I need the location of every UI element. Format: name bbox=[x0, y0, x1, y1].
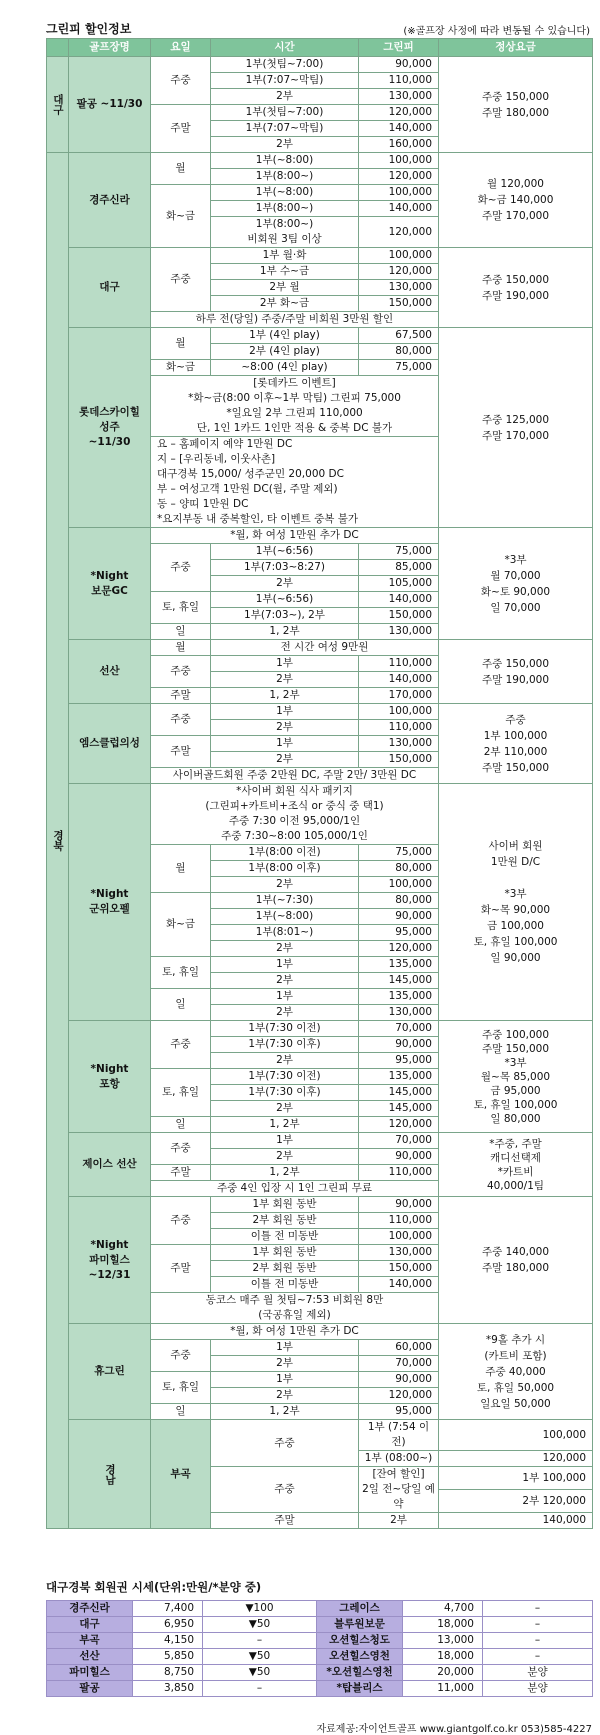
membership-price: 4,150 bbox=[133, 1633, 203, 1649]
table-row bbox=[47, 704, 593, 720]
membership-change: ▼50 bbox=[203, 1649, 317, 1665]
day-cell: 토, 휴일 bbox=[151, 1069, 211, 1117]
time-cell: 1, 2부 bbox=[211, 624, 359, 640]
time-cell: ~8:00 (4인 play) bbox=[211, 360, 359, 376]
membership-name: 블루원보문 bbox=[317, 1617, 403, 1633]
fee-cell: 140,000 bbox=[359, 121, 439, 137]
time-cell: 2부 bbox=[211, 720, 359, 736]
course-daegu: 대구 bbox=[69, 248, 151, 328]
table-row bbox=[47, 1021, 593, 1037]
time-cell: 1, 2부 bbox=[211, 1165, 359, 1181]
membership-name: 선산 bbox=[47, 1649, 133, 1665]
membership-name: *오션힐스영천 bbox=[317, 1665, 403, 1681]
day-cell: 화~금 bbox=[151, 360, 211, 376]
course-ems: 엠스클럽의성 bbox=[69, 704, 151, 784]
time-cell: 2부 bbox=[211, 1388, 359, 1404]
fee-cell: 140,000 bbox=[359, 1277, 439, 1293]
membership-name: 대구 bbox=[47, 1617, 133, 1633]
fee-cell: 95,000 bbox=[359, 925, 439, 941]
membership-price: 7,400 bbox=[133, 1601, 203, 1617]
fee-cell: 100,000 bbox=[359, 704, 439, 720]
day-cell: 주중 bbox=[151, 1340, 211, 1372]
day-cell: 주말 bbox=[211, 1513, 359, 1529]
time-cell: 1부 bbox=[211, 957, 359, 973]
time-cell: 1부 (4인 play) bbox=[211, 328, 359, 344]
disclaimer-note: (※골프장 사정에 따라 변동될 수 있습니다) bbox=[403, 26, 590, 37]
course-family: *Night 파미힐스 ~12/31 bbox=[69, 1197, 151, 1324]
time-cell: 1부(첫팀~7:00) bbox=[211, 57, 359, 73]
table-row bbox=[47, 1324, 593, 1340]
fee-cell: 100,000 bbox=[359, 877, 439, 893]
membership-price: 8,750 bbox=[133, 1665, 203, 1681]
membership-row bbox=[47, 1665, 593, 1681]
day-cell: 주중 bbox=[211, 1467, 359, 1513]
time-cell: 1부 월·화 bbox=[211, 248, 359, 264]
time-cell: 1부 회원 동반 bbox=[211, 1197, 359, 1213]
normal-fee-cell: 주중 150,000 주말 190,000 bbox=[439, 248, 593, 328]
fee-cell: 70,000 bbox=[359, 1021, 439, 1037]
time-cell: 1부(7:03~8:27) bbox=[211, 560, 359, 576]
membership-price: 18,000 bbox=[403, 1649, 483, 1665]
membership-price: 3,850 bbox=[133, 1681, 203, 1697]
fee-cell: 110,000 bbox=[359, 1213, 439, 1229]
notice-cell: *월, 화 여성 1만원 추가 DC bbox=[151, 1324, 439, 1340]
time-cell: 2부 bbox=[211, 941, 359, 957]
normal-fee-cell: *9홀 추가 시 (카트비 포함) 주중 40,000 토, 휴일 50,000 일요일 50,000 bbox=[439, 1324, 593, 1420]
fee-cell: 75,000 bbox=[359, 360, 439, 376]
fee-cell: 85,000 bbox=[359, 560, 439, 576]
time-cell: 이틀 전 미동반 bbox=[211, 1229, 359, 1245]
time-cell: 2부 bbox=[211, 672, 359, 688]
time-cell: 2부 (4인 play) bbox=[211, 344, 359, 360]
table-row bbox=[47, 57, 593, 73]
table-row bbox=[47, 328, 593, 344]
time-cell: 2부 bbox=[211, 752, 359, 768]
fee-cell: 135,000 bbox=[359, 989, 439, 1005]
day-cell: 토, 휴일 bbox=[151, 1372, 211, 1404]
time-cell: 1, 2부 bbox=[211, 1404, 359, 1420]
day-cell: 주중 bbox=[151, 1133, 211, 1165]
day-cell: 주중 bbox=[151, 57, 211, 105]
time-cell: 1부(7:30 이후) bbox=[211, 1037, 359, 1053]
normal-fee-cell: *주중, 주말 캐디선택제 *카트비 40,000/1팀 bbox=[439, 1133, 593, 1197]
time-cell: 1부 수~금 bbox=[211, 264, 359, 280]
day-cell: 일 bbox=[151, 624, 211, 640]
day-cell: 주말 bbox=[151, 736, 211, 768]
time-cell: 1부(7:30 이후) bbox=[211, 1085, 359, 1101]
time-cell: 1부(7:07~막팀) bbox=[211, 121, 359, 137]
membership-change: – bbox=[483, 1633, 593, 1649]
normal-fee-cell: 주중 150,000 주말 180,000 bbox=[439, 57, 593, 153]
course-seonsan: 선산 bbox=[69, 640, 151, 704]
header-time: 시간 bbox=[211, 39, 359, 57]
notice-cell: 주중 4인 입장 시 1인 그린피 무료 bbox=[151, 1181, 439, 1197]
fee-cell: 110,000 bbox=[359, 720, 439, 736]
day-cell: 일 bbox=[151, 1404, 211, 1420]
fee-cell: 150,000 bbox=[359, 296, 439, 312]
membership-change: – bbox=[483, 1601, 593, 1617]
fee-cell: 135,000 bbox=[359, 1069, 439, 1085]
day-cell: 주말 bbox=[151, 105, 211, 153]
green-fee-table bbox=[46, 38, 593, 1529]
fee-cell: 75,000 bbox=[359, 544, 439, 560]
fee-cell: 90,000 bbox=[359, 57, 439, 73]
time-cell: 1부(7:03~), 2부 bbox=[211, 608, 359, 624]
time-cell: 1부(~7:30) bbox=[211, 893, 359, 909]
day-cell: 토, 휴일 bbox=[151, 592, 211, 624]
course-bugok: 부곡 bbox=[151, 1420, 211, 1529]
fee-cell: 90,000 bbox=[359, 909, 439, 925]
time-cell: 2부 bbox=[211, 137, 359, 153]
membership-name: 파미힐스 bbox=[47, 1665, 133, 1681]
time-cell: 이틀 전 미동반 bbox=[211, 1277, 359, 1293]
time-cell: 2부 bbox=[211, 1005, 359, 1021]
fee-cell: 90,000 bbox=[359, 1197, 439, 1213]
normal-fee-cell: 주중 150,000 주말 190,000 bbox=[439, 640, 593, 704]
time-cell: 1부(8:00~) bbox=[211, 169, 359, 185]
fee-cell: 110,000 bbox=[359, 1165, 439, 1181]
fee-cell: 100,000 bbox=[359, 248, 439, 264]
fee-cell: 140,000 bbox=[359, 672, 439, 688]
time-cell: 2부 bbox=[211, 89, 359, 105]
table-row bbox=[47, 1133, 593, 1149]
fee-cell: 140,000 bbox=[359, 201, 439, 217]
time-cell: 1부 bbox=[211, 1340, 359, 1356]
fee-cell: 145,000 bbox=[359, 973, 439, 989]
time-cell: 1부 bbox=[211, 656, 359, 672]
time-cell: 1부(8:00~) bbox=[211, 201, 359, 217]
time-cell: 2부 회원 동반 bbox=[211, 1213, 359, 1229]
time-cell: 1부 bbox=[211, 736, 359, 752]
fee-cell: 145,000 bbox=[359, 1101, 439, 1117]
membership-change: – bbox=[483, 1649, 593, 1665]
page-title: 그린피 할인정보 bbox=[46, 22, 132, 36]
table-row bbox=[47, 248, 593, 264]
fee-cell: 70,000 bbox=[359, 1133, 439, 1149]
fee-cell: 110,000 bbox=[359, 73, 439, 89]
membership-change: – bbox=[203, 1681, 317, 1697]
day-cell: 화~금 bbox=[151, 185, 211, 248]
day-cell: 토, 휴일 bbox=[151, 957, 211, 989]
time-cell: 2부 bbox=[211, 1149, 359, 1165]
day-cell: 주말 bbox=[151, 1165, 211, 1181]
normal-fee-cell: 주중 100,000 주말 150,000 *3부 월~목 85,000 금 95,000 토, 휴일 100,000 일 80,000 bbox=[439, 1021, 593, 1133]
time-cell: 1부(8:01~) bbox=[211, 925, 359, 941]
time-cell: 1부(7:30 이전) bbox=[211, 1069, 359, 1085]
membership-change: ▼100 bbox=[203, 1601, 317, 1617]
course-palgong: 팔공 ~11/30 bbox=[69, 57, 151, 153]
fee-cell: 100,000 bbox=[359, 1229, 439, 1245]
fee-cell: 160,000 bbox=[359, 137, 439, 153]
fee-cell: 120,000 bbox=[359, 264, 439, 280]
time-cell: 1부(~6:56) bbox=[211, 592, 359, 608]
day-cell: 주중 bbox=[151, 1021, 211, 1069]
time-cell: 2부 bbox=[211, 973, 359, 989]
normal-fee-cell: 주중 125,000 주말 170,000 bbox=[439, 328, 593, 528]
membership-price: 20,000 bbox=[403, 1665, 483, 1681]
time-cell: 1부(7:30 이전) bbox=[211, 1021, 359, 1037]
membership-row bbox=[47, 1617, 593, 1633]
time-cell: 2부 bbox=[211, 877, 359, 893]
time-cell: 1부 bbox=[211, 1372, 359, 1388]
normal-fee-cell: *3부 월 70,000 화~토 90,000 일 70,000 bbox=[439, 528, 593, 640]
time-cell: 2부 bbox=[211, 1356, 359, 1372]
membership-name: 팔공 bbox=[47, 1681, 133, 1697]
course-gunwi: *Night 군위오펠 bbox=[69, 784, 151, 1021]
membership-name: 오션힐스청도 bbox=[317, 1633, 403, 1649]
time-cell: 2부 bbox=[359, 1513, 439, 1529]
day-cell: 월 bbox=[151, 640, 211, 656]
course-jeis: 제이스 선산 bbox=[69, 1133, 151, 1197]
membership-price: 6,950 bbox=[133, 1617, 203, 1633]
fee-cell: 1부 100,000 bbox=[439, 1467, 593, 1490]
time-cell: 1부(~8:00) bbox=[211, 909, 359, 925]
course-gyeongju: 경주신라 bbox=[69, 153, 151, 248]
membership-name: 부곡 bbox=[47, 1633, 133, 1649]
fee-cell: 130,000 bbox=[359, 1245, 439, 1261]
fee-cell: 80,000 bbox=[359, 861, 439, 877]
time-cell: 1, 2부 bbox=[211, 1117, 359, 1133]
fee-cell: 80,000 bbox=[359, 893, 439, 909]
day-cell: 월 bbox=[151, 153, 211, 185]
region-daegu: 대구 bbox=[47, 57, 69, 153]
day-cell: 주말 bbox=[151, 1245, 211, 1293]
time-cell: 1부(8:00 이후) bbox=[211, 861, 359, 877]
day-cell: 월 bbox=[151, 845, 211, 893]
header-normal: 정상요금 bbox=[439, 39, 593, 57]
fee-cell: 60,000 bbox=[359, 1340, 439, 1356]
membership-name: *탑블리스 bbox=[317, 1681, 403, 1697]
day-cell: 주중 bbox=[151, 704, 211, 736]
fee-cell: 130,000 bbox=[359, 736, 439, 752]
time-cell: 1부 bbox=[211, 704, 359, 720]
membership-change: – bbox=[203, 1633, 317, 1649]
membership-change: 분양 bbox=[483, 1681, 593, 1697]
fee-cell: 120,000 bbox=[359, 1388, 439, 1404]
fee-cell: 170,000 bbox=[359, 688, 439, 704]
table-row bbox=[47, 1197, 593, 1213]
time-cell: 1부 (7:54 이전) bbox=[359, 1420, 439, 1451]
fee-cell: 120,000 bbox=[359, 105, 439, 121]
fee-cell: 70,000 bbox=[359, 1356, 439, 1372]
notice-cell: 전 시간 여성 9만원 bbox=[211, 640, 439, 656]
fee-cell: 95,000 bbox=[359, 1404, 439, 1420]
time-cell: 1부(7:07~막팀) bbox=[211, 73, 359, 89]
fee-cell: 130,000 bbox=[359, 624, 439, 640]
day-cell: 월 bbox=[151, 328, 211, 360]
time-cell: 1부 회원 동반 bbox=[211, 1245, 359, 1261]
fee-cell: 150,000 bbox=[359, 752, 439, 768]
fee-cell: 130,000 bbox=[359, 89, 439, 105]
header-day: 요일 bbox=[151, 39, 211, 57]
membership-name: 오션힐스영천 bbox=[317, 1649, 403, 1665]
time-cell: 2부 화~금 bbox=[211, 296, 359, 312]
membership-table bbox=[46, 1600, 593, 1697]
membership-price: 11,000 bbox=[403, 1681, 483, 1697]
table-row bbox=[47, 528, 593, 544]
package-cell: *사이버 회원 식사 패키지 (그린피+카트비+조식 or 중식 중 택1) 주중 7:30 이전 95,000/1인 주중 7:30~8:00 105,000/1인 bbox=[151, 784, 439, 845]
time-cell: 2부 bbox=[211, 576, 359, 592]
fee-cell: 90,000 bbox=[359, 1149, 439, 1165]
time-cell: 2부 월 bbox=[211, 280, 359, 296]
membership-change: – bbox=[483, 1617, 593, 1633]
membership-price: 18,000 bbox=[403, 1617, 483, 1633]
fee-cell: 150,000 bbox=[359, 608, 439, 624]
time-cell: 1, 2부 bbox=[211, 688, 359, 704]
fee-cell: 100,000 bbox=[359, 153, 439, 169]
notice-cell: 사이버골드회원 주중 2만원 DC, 주말 2만/ 3만원 DC bbox=[151, 768, 439, 784]
table-row bbox=[47, 640, 593, 656]
fee-cell: 130,000 bbox=[359, 280, 439, 296]
fee-cell: 67,500 bbox=[359, 328, 439, 344]
time-cell: 1부(~8:00) bbox=[211, 185, 359, 201]
normal-fee-cell: 주중 140,000 주말 180,000 bbox=[439, 1197, 593, 1324]
time-cell: 1부(~8:00) bbox=[211, 153, 359, 169]
notice-cell: 동코스 매주 월 첫팀~7:53 비회원 8만 (국공휴일 제외) bbox=[151, 1293, 439, 1324]
membership-price: 4,700 bbox=[403, 1601, 483, 1617]
membership-price: 5,850 bbox=[133, 1649, 203, 1665]
time-cell: 1부 bbox=[211, 1133, 359, 1149]
fee-cell: 120,000 bbox=[359, 941, 439, 957]
membership-price: 13,000 bbox=[403, 1633, 483, 1649]
day-cell: 주중 bbox=[151, 1197, 211, 1245]
time-cell: 1부 bbox=[211, 989, 359, 1005]
event-cell: [롯데카드 이벤트] *화~금(8:00 이후~1부 막팀) 그린피 75,000 *일요일 2부 그린피 110,000 단, 1인 1카드 1인만 적용 & 중복 DC 불가 bbox=[151, 376, 439, 437]
day-cell: 주중 bbox=[211, 1420, 359, 1467]
fee-cell: 100,000 bbox=[359, 185, 439, 201]
membership-row bbox=[47, 1649, 593, 1665]
fee-cell: 90,000 bbox=[359, 1037, 439, 1053]
fee-cell: 140,000 bbox=[359, 592, 439, 608]
fee-cell: 75,000 bbox=[359, 845, 439, 861]
normal-fee-cell: 사이버 회원 1만원 D/C *3부 화~목 90,000 금 100,000 토, 휴일 100,000 일 90,000 bbox=[439, 784, 593, 1021]
day-cell: 일 bbox=[151, 989, 211, 1021]
region-gyeongnam: 경남 bbox=[69, 1420, 151, 1529]
fee-cell: 2부 120,000 bbox=[439, 1490, 593, 1513]
time-cell: [잔여 할인] 2일 전~당일 예약 bbox=[359, 1467, 439, 1513]
membership-change: ▼50 bbox=[203, 1617, 317, 1633]
membership-title: 대구경북 회원권 시세(단위:만원/*분양 중) bbox=[46, 1580, 262, 1594]
table-header-row bbox=[47, 39, 593, 57]
time-cell: 1부(~6:56) bbox=[211, 544, 359, 560]
region-gyeongbuk: 경북 bbox=[47, 153, 69, 1529]
fee-cell: 120,000 bbox=[359, 169, 439, 185]
normal-fee-cell: 주중 1부 100,000 2부 110,000 주말 150,000 bbox=[439, 704, 593, 784]
header-course: 골프장명 bbox=[69, 39, 151, 57]
notice-cell: *월, 화 여성 1만원 추가 DC bbox=[151, 528, 439, 544]
fee-cell: 105,000 bbox=[359, 576, 439, 592]
time-cell: 1부 (08:00~) bbox=[359, 1451, 439, 1467]
source-credit: 자료제공:자이언트골프 www.giantgolf.co.kr 053)585-4227 bbox=[316, 1724, 592, 1735]
time-cell: 2부 bbox=[211, 1101, 359, 1117]
day-cell: 일 bbox=[151, 1117, 211, 1133]
table-row bbox=[47, 153, 593, 169]
course-bomun: *Night 보문GC bbox=[69, 528, 151, 640]
day-cell: 주중 bbox=[151, 248, 211, 312]
notice-cell: 하루 전(당일) 주중/주말 비회원 3만원 할인 bbox=[151, 312, 439, 328]
time-cell: 1부(첫팀~7:00) bbox=[211, 105, 359, 121]
fee-cell: 150,000 bbox=[359, 1261, 439, 1277]
course-lotte: 롯데스카이힐 성주 ~11/30 bbox=[69, 328, 151, 528]
fee-cell: 120,000 bbox=[359, 217, 439, 248]
membership-name: 경주신라 bbox=[47, 1601, 133, 1617]
course-hyu: 휴그린 bbox=[69, 1324, 151, 1420]
membership-row bbox=[47, 1601, 593, 1617]
fee-cell: 135,000 bbox=[359, 957, 439, 973]
day-cell: 화~금 bbox=[151, 893, 211, 957]
fee-cell: 145,000 bbox=[359, 1085, 439, 1101]
fee-cell: 95,000 bbox=[359, 1053, 439, 1069]
header-fee: 그린피 bbox=[359, 39, 439, 57]
time-cell: 2부 bbox=[211, 1053, 359, 1069]
membership-name: 그레이스 bbox=[317, 1601, 403, 1617]
time-cell: 1부(8:00 이전) bbox=[211, 845, 359, 861]
fee-cell: 140,000 bbox=[439, 1513, 593, 1529]
promo-cell: 요 – 홈페이지 예약 1만원 DC 지 – [우리동네, 이웃사촌] 대구경북 15,000/ 성주군민 20,000 DC 부 – 여성고객 1만원 DC(월, 주말 제외) 동 – 양띠 1만원 DC *요지부동 내 중복할인, 타 이벤트 중복 불가 bbox=[151, 437, 439, 528]
fee-cell: 130,000 bbox=[359, 1005, 439, 1021]
fee-cell: 90,000 bbox=[359, 1372, 439, 1388]
fee-cell: 120,000 bbox=[359, 1117, 439, 1133]
membership-change: 분양 bbox=[483, 1665, 593, 1681]
day-cell: 주중 bbox=[151, 544, 211, 592]
day-cell: 주말 bbox=[151, 688, 211, 704]
time-cell: 1부(8:00~) 비회원 3팀 이상 bbox=[211, 217, 359, 248]
membership-change: ▼50 bbox=[203, 1665, 317, 1681]
membership-row bbox=[47, 1633, 593, 1649]
day-cell: 주중 bbox=[151, 656, 211, 688]
fee-cell: 100,000 bbox=[439, 1420, 593, 1451]
time-cell: 2부 회원 동반 bbox=[211, 1261, 359, 1277]
course-pohang: *Night 포항 bbox=[69, 1021, 151, 1133]
table-row bbox=[47, 1420, 593, 1451]
fee-cell: 80,000 bbox=[359, 344, 439, 360]
membership-row bbox=[47, 1681, 593, 1697]
fee-cell: 110,000 bbox=[359, 656, 439, 672]
fee-cell: 120,000 bbox=[439, 1451, 593, 1467]
normal-fee-cell: 월 120,000 화~금 140,000 주말 170,000 bbox=[439, 153, 593, 248]
